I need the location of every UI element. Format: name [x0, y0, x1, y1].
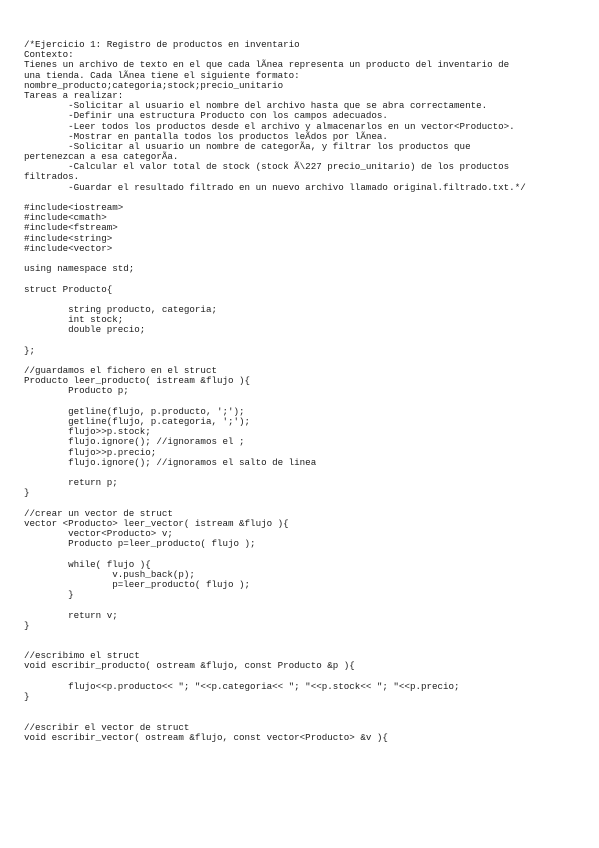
- code-line: flujo.ignore(); //ignoramos el salto de linea: [24, 456, 317, 468]
- code-line: -Solicitar al usuario el nombre del archivo hasta que se abra correctamente.: [24, 100, 488, 112]
- code-line: [24, 335, 584, 345]
- code-line: -Mostrar en pantalla todos los productos leÃdos por lÃnea.: [24, 130, 388, 142]
- code-line: #include<string>: [24, 232, 113, 244]
- code-line: pertenezcan a esa categorÃa.: [24, 151, 179, 163]
- code-line: v.push_back(p);: [24, 568, 195, 580]
- code-line: }: [24, 691, 30, 702]
- code-line: Tareas a realizar:: [24, 89, 124, 101]
- code-line: return p;: [24, 477, 118, 489]
- code-line: using namespace std;: [24, 263, 135, 275]
- code-line: }: [24, 589, 74, 601]
- code-line: -Calcular el valor total de stock (stock Ã\227 precio_unitario) de los productos: [24, 161, 510, 173]
- code-line: [24, 631, 584, 641]
- code-line: #include<fstream>: [24, 222, 118, 234]
- code-line: Producto leer_producto( istream &flujo ){: [24, 375, 251, 387]
- code-line: #include<cmath>: [24, 212, 107, 224]
- code-line: //crear un vector de struct: [24, 507, 173, 519]
- code-line: double precio;: [24, 324, 146, 336]
- code-line: string producto, categoria;: [24, 303, 217, 315]
- code-line: #include<vector>: [24, 242, 113, 254]
- code-line: [24, 702, 584, 712]
- code-line: return v;: [24, 609, 118, 621]
- code-line: void escribir_producto( ostream &flujo, const Producto &p ){: [24, 660, 355, 672]
- code-line: Contexto:: [24, 49, 74, 61]
- code-line: flujo>>p.precio;: [24, 446, 157, 458]
- code-line: vector<Producto> v;: [24, 528, 173, 539]
- code-line: -Leer todos los productos desde el archivo y almacenarlos en un vector<Producto>.: [24, 120, 515, 132]
- code-line: Producto p;: [24, 385, 129, 397]
- code-line: };: [24, 344, 36, 356]
- code-line: una tienda. Cada lÃnea tiene el siguiente formato:: [24, 69, 300, 81]
- code-line: Producto p=leer_producto( flujo );: [24, 538, 256, 550]
- code-line: void escribir_vector( ostream &flujo, const vector<Producto> &v ){: [24, 731, 388, 743]
- code-line: while( flujo ){: [24, 558, 151, 570]
- code-line: }: [24, 487, 30, 499]
- code-line: -Guardar el resultado filtrado en un nuevo archivo llamado original.filtrado.txt.*/: [24, 181, 526, 193]
- code-line: flujo<<p.producto<< "; "<<p.categoria<< "; "<<p.stock<< "; "<<p.precio;: [24, 680, 460, 692]
- code-line: -Definir una estructura Producto con los campos adecuados.: [24, 110, 388, 122]
- code-line: //guardamos el fichero en el struct: [24, 365, 217, 376]
- code-line: [24, 600, 584, 610]
- code-line: }: [24, 619, 30, 631]
- code-line: int stock;: [24, 314, 124, 326]
- code-line: getline(flujo, p.producto, ';');: [24, 405, 245, 417]
- code-line: struct Producto{: [24, 283, 113, 295]
- code-line: vector <Producto> leer_vector( istream &flujo ){: [24, 517, 289, 529]
- code-line: p=leer_producto( flujo );: [24, 578, 251, 590]
- code-line: Tienes un archivo de texto en el que cada lÃnea representa un producto del inventario de: [24, 59, 510, 71]
- code-line: flujo.ignore(); //ignoramos el ;: [24, 436, 245, 448]
- code-line: [24, 274, 584, 284]
- code-line: /*Ejercicio 1: Registro de productos en inventario: [24, 39, 300, 50]
- code-line: #include<iostream>: [24, 202, 124, 213]
- document-page: [24, 40, 584, 743]
- code-line: -Solicitar al usuario un nombre de categorÃa, y filtrar los productos que: [24, 140, 471, 152]
- code-line: flujo>>p.stock;: [24, 426, 151, 438]
- code-line: getline(flujo, p.categoria, ';');: [24, 415, 251, 427]
- code-line: //escribir el vector de struct: [24, 721, 190, 733]
- code-line: filtrados.: [24, 171, 80, 183]
- code-line: //escribimo el struct: [24, 650, 140, 662]
- code-line: nombre_producto;categoria;stock;precio_unitario: [24, 79, 284, 91]
